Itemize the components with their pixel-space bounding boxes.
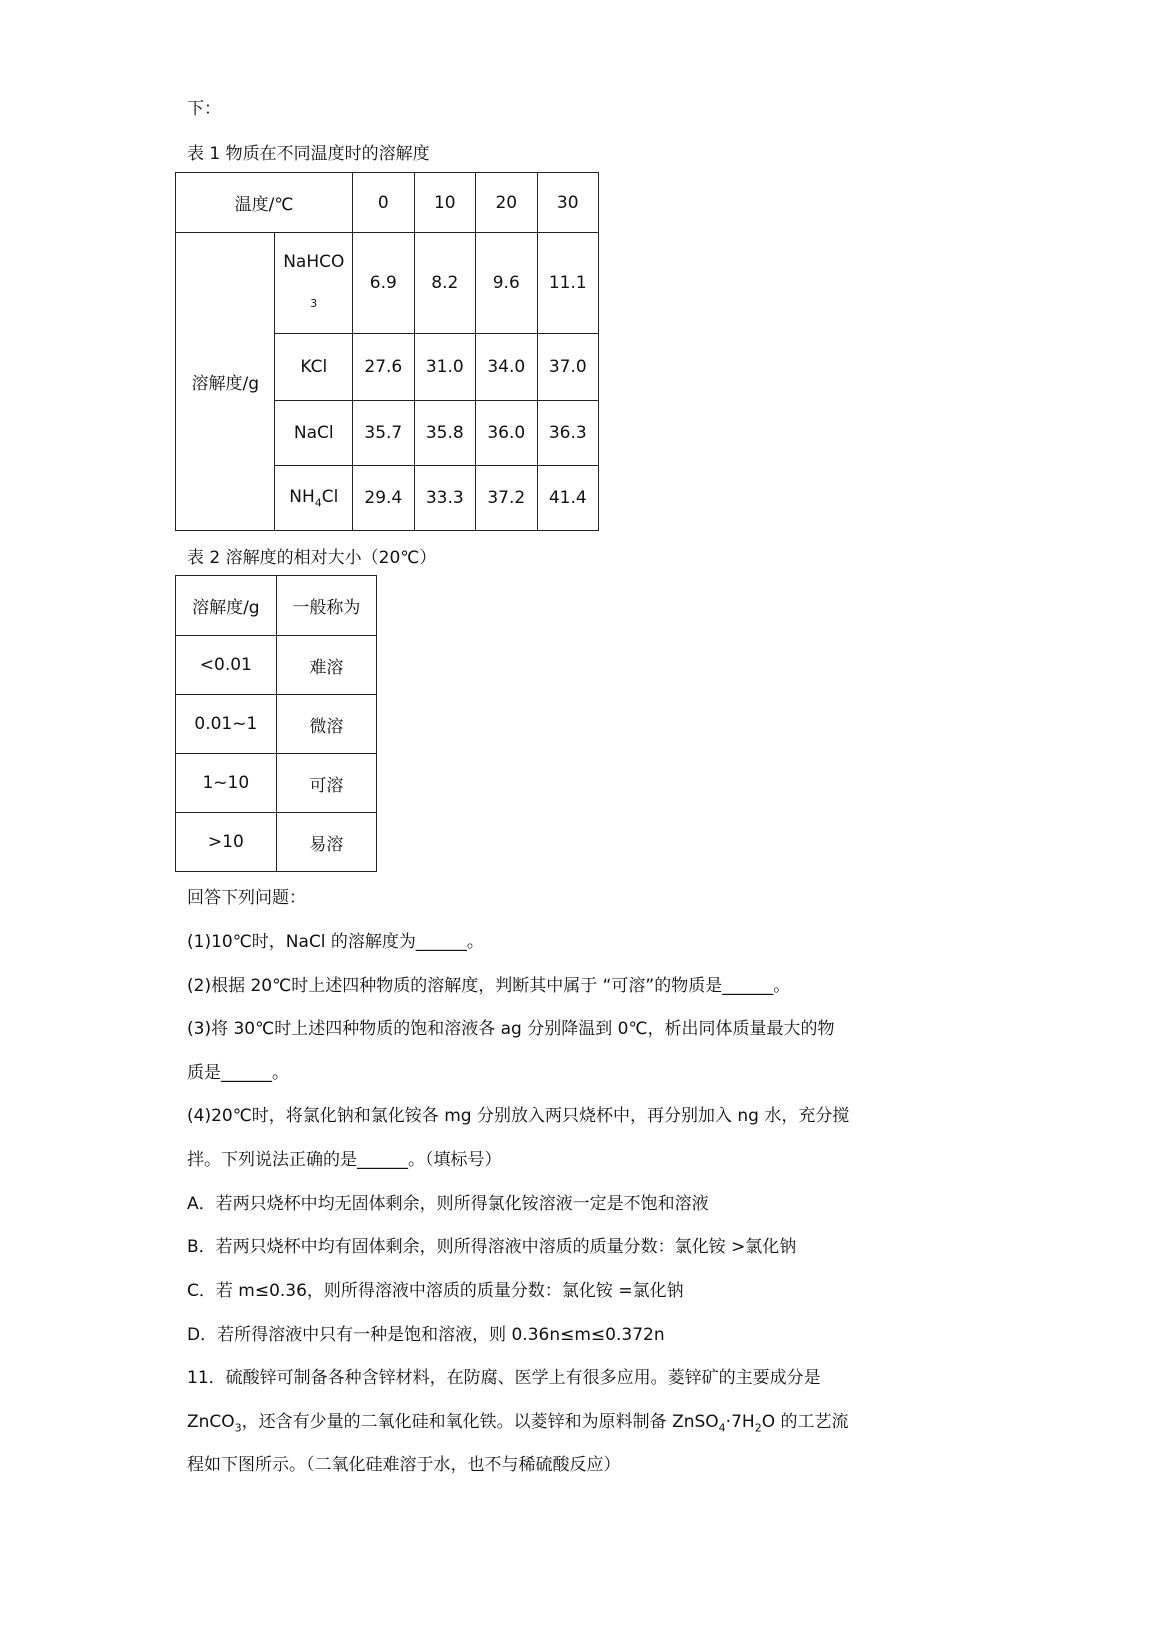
- temp-header: 温度/℃: [176, 173, 353, 233]
- question-11: 11．硫酸锌可制备各种含锌材料，在防腐、医学上有很多应用。菱锌矿的主要成分是: [187, 1368, 821, 1388]
- value-cell: 8.2: [414, 233, 475, 334]
- solubility-table: [175, 172, 599, 531]
- range-cell: 1~10: [176, 754, 277, 813]
- value-cell: 37.0: [537, 334, 599, 401]
- substance-name: NaHCO: [283, 252, 345, 272]
- subscript: 4: [718, 1421, 726, 1435]
- value-cell: 34.0: [476, 334, 537, 401]
- table-row: [176, 754, 377, 813]
- question-2: (2)根据 20℃时上述四种物质的溶解度，判断其中属于 “可溶”的物质是______。: [187, 976, 791, 996]
- intro-text: 下：: [187, 99, 221, 119]
- subscript: 3: [234, 1421, 242, 1435]
- substance-cell: [275, 466, 353, 531]
- value-cell: 41.4: [537, 466, 599, 531]
- question-4: (4)20℃时，将氯化钠和氯化铵各 mg 分别放入两只烧杯中，再分别加入 ng 水，充分搅: [187, 1106, 850, 1126]
- temp-cell: 0: [353, 173, 414, 233]
- value-cell: 11.1: [537, 233, 599, 334]
- table2-caption: 表 2 溶解度的相对大小（20℃）: [187, 548, 437, 568]
- substance-cell: KCl: [275, 334, 353, 401]
- text: O 的工艺流: [761, 1412, 849, 1432]
- table1-caption: 表 1 物质在不同温度时的溶解度: [187, 144, 430, 164]
- value-cell: 6.9: [353, 233, 414, 334]
- substance-name: Cl: [321, 486, 339, 507]
- value-cell: 35.7: [353, 401, 414, 466]
- text: ，还含有少量的二氧化硅和氧化铁。以菱锌和为原料制备 ZnSO: [241, 1412, 719, 1432]
- value-cell: 29.4: [353, 466, 414, 531]
- header-cell: 一般称为: [276, 576, 376, 636]
- value-cell: 36.3: [537, 401, 599, 466]
- range-cell: <0.01: [176, 636, 277, 695]
- substance-subscript: 4: [314, 496, 322, 510]
- question-3: (3)将 30℃时上述四种物质的饱和溶液各 ag 分别降温到 0℃，析出同体质量最大的物: [187, 1019, 835, 1039]
- formula-text: ·7H: [725, 1412, 755, 1432]
- value-cell: 36.0: [476, 401, 537, 466]
- value-cell: 9.6: [476, 233, 537, 334]
- questions-lead: 回答下列问题：: [187, 888, 306, 908]
- option-d: D．若所得溶液中只有一种是饱和溶液，则 0.36n≤m≤0.372n: [187, 1325, 665, 1345]
- value-cell: 35.8: [414, 401, 475, 466]
- question-1: (1)10℃时，NaCl 的溶解度为______。: [187, 932, 484, 952]
- option-b: B．若两只烧杯中均有固体剩余，则所得溶液中溶质的质量分数：氯化铵 >氯化钠: [187, 1237, 797, 1257]
- table-row: [176, 813, 377, 872]
- term-cell: 易溶: [276, 813, 376, 872]
- range-cell: >10: [176, 813, 277, 872]
- table-row: [176, 636, 377, 695]
- substance-cell: NaCl: [275, 401, 353, 466]
- term-cell: 难溶: [276, 636, 376, 695]
- question-3-cont: 质是______。: [187, 1063, 289, 1083]
- value-cell: 27.6: [353, 334, 414, 401]
- option-a: A．若两只烧杯中均无固体剩余，则所得氯化铵溶液一定是不饱和溶液: [187, 1194, 709, 1214]
- header-cell: 溶解度/g: [176, 576, 277, 636]
- option-c: C．若 m≤0.36，则所得溶液中溶质的质量分数：氯化铵 =氯化钠: [187, 1281, 684, 1301]
- substance-subscript: 3: [310, 297, 318, 310]
- question-11-line2: [187, 1407, 848, 1434]
- subscript: 2: [754, 1421, 762, 1435]
- term-cell: 微溶: [276, 695, 376, 754]
- formula-text: ZnCO: [187, 1412, 235, 1432]
- value-cell: 37.2: [476, 466, 537, 531]
- substance-name: NH: [289, 486, 315, 507]
- temp-cell: 10: [414, 173, 475, 233]
- temp-cell: 20: [476, 173, 537, 233]
- value-cell: 33.3: [414, 466, 475, 531]
- temp-cell: 30: [537, 173, 599, 233]
- solubility-group-label: 溶解度/g: [176, 233, 275, 531]
- term-cell: 可溶: [276, 754, 376, 813]
- question-4-cont: 拌。下列说法正确的是______。（填标号）: [187, 1150, 502, 1170]
- relative-solubility-table: [175, 575, 377, 872]
- substance-cell: [275, 233, 353, 334]
- question-11-line3: 程如下图所示。（二氧化硅难溶于水，也不与稀硫酸反应）: [187, 1455, 621, 1475]
- value-cell: 31.0: [414, 334, 475, 401]
- table-row: [176, 233, 599, 334]
- table-row: [176, 695, 377, 754]
- range-cell: 0.01~1: [176, 695, 277, 754]
